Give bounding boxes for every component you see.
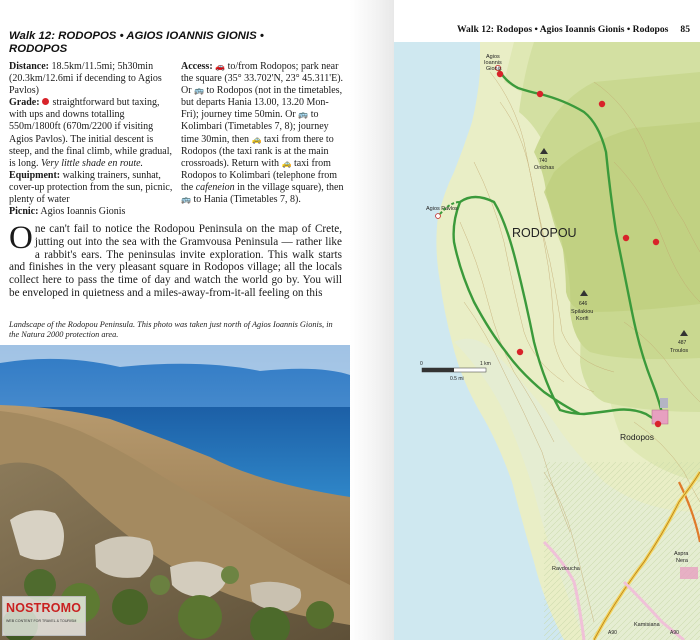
waypoint-2 <box>537 91 543 97</box>
label-kamisiana: Kamisiana <box>634 622 660 628</box>
picnic-label: Picnic: <box>9 206 39 218</box>
intro-paragraph <box>9 220 342 300</box>
label-troulos: Troulos <box>670 348 689 354</box>
bus-icon: 🚌 <box>298 110 309 120</box>
label-spilakiou-1: Spilakiou <box>571 309 594 315</box>
waypoint-7 <box>653 239 659 245</box>
label-ravdoucha: Ravdoucha <box>552 566 580 572</box>
page-number: 85 <box>680 24 690 35</box>
access-part-7: to Hania (Timetables 7, 8). <box>193 194 301 206</box>
waypoint-3 <box>599 101 605 107</box>
label-scale-0: 0 <box>420 361 423 367</box>
label-onichas-height: 740 <box>539 158 548 164</box>
nostromo-logo <box>2 596 86 636</box>
page-gutter <box>350 0 394 640</box>
label-troulos-height: 487 <box>678 340 687 346</box>
waypoint-5 <box>517 349 523 355</box>
label-agios-ioannis-3: Gionis <box>486 66 502 72</box>
label-onichas: Onichas <box>534 165 555 171</box>
walk-title-line-1: Walk 12: RODOPOS • AGIOS IOANNIS GIONIS • <box>9 30 264 42</box>
waypoint-6 <box>655 421 661 427</box>
taxi-icon: 🚕 <box>251 134 262 144</box>
equipment-label: Equipment: <box>9 169 61 181</box>
label-scale-1km: 1 km <box>480 361 491 367</box>
map-village-aspra-nera <box>680 567 698 579</box>
taxi-icon: 🚕 <box>281 158 292 168</box>
walk-info-right <box>181 61 344 206</box>
access-part-3: to Kolimbari (Timetables 7, 8); journey time 30min, then <box>181 109 329 145</box>
label-rodopos: Rodopos <box>620 432 655 442</box>
label-agios-pavlos: Agios Pavlos <box>426 206 458 212</box>
bus-icon: 🚌 <box>194 86 205 96</box>
picnic-text: Agios Ioannis Gionis <box>40 206 126 218</box>
map-svg <box>394 42 700 640</box>
chapel-agios-pavlos-icon <box>436 214 441 219</box>
grade-red-dot-icon <box>42 98 49 105</box>
equipment-text: walking trainers, sunhat, cover-up protection from the sun, picnic, plenty of water <box>9 169 173 206</box>
map-scale-bar <box>422 368 486 372</box>
label-scale-05mi: 0.5 mi <box>450 376 464 382</box>
access-part-2: to Rodopos (not in the timetables, but departs Hania 13.00, 13.20 Mon-Fri); journey time 50min. Or <box>181 85 343 121</box>
logo-tagline: WEB CONTENT FOR TRAVEL & TOURISM <box>6 619 77 623</box>
running-header <box>405 24 695 35</box>
grade-label: Grade: <box>9 97 40 109</box>
distance-text: 18.5km/11.5mi; 5h30min (20.3km/12.6mi if decending to Agios Pavlos) <box>9 61 162 97</box>
walk-title-line-2: RODOPOS <box>9 43 68 55</box>
map-buildings <box>660 398 668 408</box>
grade-italic-note: Very little shade en route. <box>40 157 144 169</box>
access-part-6: in the village square), then <box>237 181 344 193</box>
walk-title <box>9 30 309 56</box>
bus-icon: 🚌 <box>181 195 191 205</box>
grade-text: straightforward but taxing, with ups and downs totalling 550m/1800ft (670m/2200 if visiting Agios Pavlos). The initial descent is steep, and the final climb, while gradual, is long. <box>9 97 173 169</box>
intro-dropcap: O <box>9 220 33 256</box>
access-part-1: to/from Rodopos; park near the square (35° 33.702'N, 23° 45.311'E). Or <box>181 61 344 97</box>
label-road-a1: A90 <box>608 630 617 636</box>
car-icon: 🚗 <box>215 62 226 71</box>
photo-caption: Landscape of the Rodopou Peninsula. This photo was taken just north of Agios Ioannis Gionis, in the Natura 2000 protection area. <box>9 320 333 339</box>
label-rodopou: RODOPOU <box>512 226 577 240</box>
walk-info-left <box>9 61 174 218</box>
label-agios-ioannis-2: Ioannis <box>484 60 502 66</box>
logo-name: NOSTROMO <box>6 601 82 615</box>
label-road-a2: A90 <box>670 630 679 636</box>
label-agios-ioannis-1: Agios <box>486 54 500 60</box>
access-label: Access: <box>181 61 213 72</box>
walk-map <box>394 42 700 640</box>
access-cafeneion: cafeneion <box>195 181 235 193</box>
label-aspra-nera-2: Nera <box>676 558 688 564</box>
waypoint-4 <box>623 235 629 241</box>
running-header-title: Walk 12: Rodopos • Agios Ioannis Gionis • Rodopos <box>456 24 669 35</box>
intro-text: ne can't fail to notice the Rodopou Peninsula on the map of Crete, jutting out into the sea with the Gramvousa Peninsula — rather like a rabbit's ears. The peninsulas invite exploration. This walk starts and finishes in the very pleasant square in Rodopos village; all the locals collect here to pass the time of day and watch the world go by. You will be enveloped in quietness and a miles-away-from-it-all feeling on this <box>9 223 342 299</box>
access-part-4: taxi from there to Rodopos (the taxi rank is at the main crossroads). Return with <box>181 133 334 169</box>
access-part-5: taxi from Rodopos to Kolimbari (telephone from the <box>181 157 338 193</box>
label-spilakiou-height: 646 <box>579 301 588 307</box>
distance-label: Distance: <box>9 61 49 72</box>
label-spilakiou-2: Korifi <box>576 316 589 322</box>
label-aspra-nera-1: Aspra <box>674 551 689 557</box>
